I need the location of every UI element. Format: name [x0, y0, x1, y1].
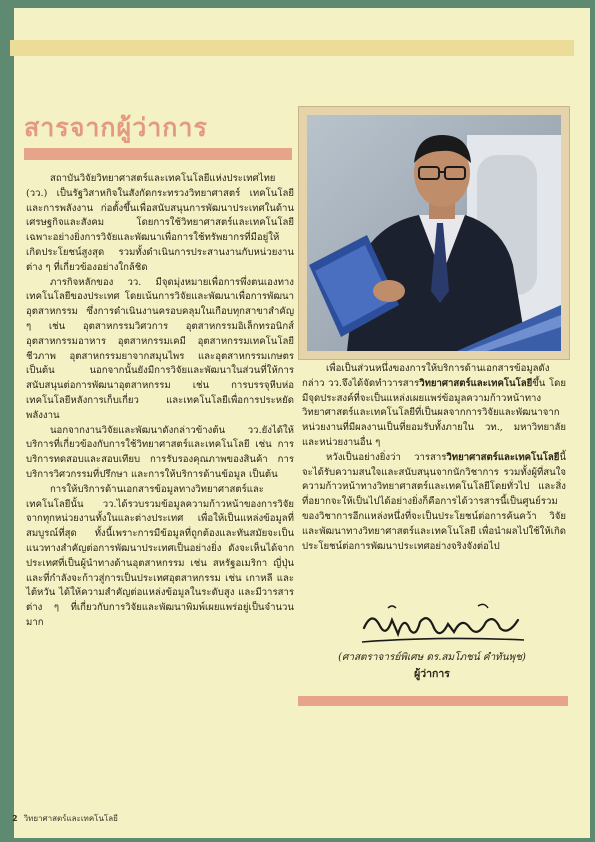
governor-photo [307, 115, 561, 351]
hope-paragraph [302, 451, 566, 555]
page-footer [12, 812, 118, 825]
services-paragraph: นอกจากงานวิจัยและพัฒนาดังกล่าวข้างต้น วว.ยังได้ให้บริการที่เกี่ยวข้องกับการใช้วิทยาศาสตร์และเทคโนโลยี เช่น การบริการทดสอบและสอบเทียบ การรับรองคุณภาพของสินค้า การบริการวิศวกรรมที่ปรึกษา และการให้บริการด้านข้อมูล เป็นต้น [26, 424, 294, 480]
intro-paragraph: สถาบันวิจัยวิทยาศาสตร์และเทคโนโลยีแห่งประเทศไทย (วว.) เป็นรัฐวิสาหกิจในสังกัดกระทรวงวิทยาศาสตร์ เทคโนโลยีและการพลังงาน ก่อตั้งขึ้นเพื่อสนับสนุนการพัฒนาประเทศในด้านเศรษฐกิจและสังคม โดยการใช้วิทยาศาสตร์และเทคโนโลยี เฉพาะอย่างยิ่งการวิจัยและพัฒนาเพื่อการใช้ทรัพยากรที่มีอยู่ให้เกิดประโยชน์สูงสุด รวมทั้งดำเนินการประสานงานกับหน่วยงานต่าง ๆ ที่เกี่ยวข้องอย่างใกล้ชิด [26, 173, 294, 273]
purpose-text-start: เพื่อเป็นส่วนหนึ่งของการให้บริการด้านเอกสารข้อมูลดังกล่าว วว.จึงได้จัดทำวารสาร [302, 363, 550, 389]
footer-journal-name: วิทยาศาสตร์และเทคโนโลยี [23, 814, 118, 823]
page-title: สารจากผู้ว่าการ [24, 113, 208, 142]
signatory-position: ผู้ว่าการ [414, 668, 450, 680]
page-number: 2 [12, 814, 18, 823]
header-band [10, 40, 574, 56]
mission-paragraph: ภารกิจหลักของ วว. มีจุดมุ่งหมายเพื่อการพึ่งตนเองทางเทคโนโลยีของประเทศ โดยเน้นการวิจัยและพัฒนาเพื่อการพัฒนาอุตสาหกรรม ซึ่งการดำเนินงานครอบคลุมในเกือบทุกสาขาสำคัญ ๆ เช่น อุตสาหกรรมวิศวการ อุตสาหกรรมอิเล็กทรอนิกส์ อุตสาหกรรมอาหาร อุตสาหกรรมเคมี อุตสาหกรรมเทคโนโลยีชีวภาพ อุตสาหกรรมยาจากสมุนไพร และอุตสาหกรรมเกษตร เป็นต้น นอกจากนั้นยังมีการวิจัยและพัฒนาในส่วนที่ให้การสนับสนุนต่อการพัฒนาอุตสาหกรรม เช่น การบรรจุหีบห่อ เทคโนโลยีหลังการเก็บเกี่ยว และเทคโนโลยีเพื่อการประหยัดพลังงาน [26, 276, 294, 421]
title-underline-bar [24, 148, 292, 160]
hope-text-rest: นี้จะได้รับความสนใจและสนับสนุนจากนักวิชาการ รวมทั้งผู้ที่สนใจความก้าวหน้าทางวิทยาศาสตร์และเทคโนโลยีโดยทั่วไป และสิ่งที่อยากจะให้เป็นไปได้อย่างยิ่งก็คือการได้วารสารนี้เป็นศูนย์รวมของวิชาการอีกแหล่งหนึ่งที่จะเป็นประโยชน์ต่อการค้นคว้า วิจัย และพัฒนาทางวิทยาศาสตร์และเทคโนโลยี เพื่อนำผลไปใช้ให้เกิดประโยชน์ต่อการพัฒนาประเทศอย่างจริงจังต่อไป [302, 451, 566, 552]
journal-name-bold: วิทยาศาสตร์และเทคโนโลยี [446, 451, 560, 463]
purpose-paragraph [302, 362, 566, 451]
journal-name-bold: วิทยาศาสตร์และเทคโนโลยี [419, 377, 533, 389]
hope-text-start: หวังเป็นอย่างยิ่งว่า วารสาร [326, 451, 447, 463]
bottom-accent-bar [298, 696, 568, 706]
left-text-column [26, 172, 294, 631]
handwritten-signature [358, 598, 528, 650]
purpose-text-rest: ขึ้น โดยมีจุดประสงค์ที่จะเป็นแหล่งเผยแพร่ข้อมูลความก้าวหน้าทางวิทยาศาสตร์และเทคโนโลยีที่เป็นผลจากการวิจัยและพัฒนาจากหน่วยงานที่มีผลงานเป็นที่ยอมรับทั้งภายใน วท., มหาวิทยาลัย และหน่วยงานอื่น ๆ [302, 377, 566, 448]
governor-photo-frame [298, 106, 570, 360]
information-paragraph: การให้บริการด้านเอกสารข้อมูลทางวิทยาศาสตร์และเทคโนโลยีนั้น วว.ได้รวบรวมข้อมูลความก้าวหน้าของการวิจัยจากทุกหน่วยงานทั้งในและต่างประเทศ เพื่อให้เป็นแหล่งข้อมูลที่สมบูรณ์ที่สุด ทั้งนี้เพราะการมีข้อมูลที่ถูกต้องและทันสมัยจะเป็นแนวทางสำคัญต่อการพัฒนาประเทศเป็นอย่างยิ่ง ดังจะเห็นได้จากประเทศที่เป็นผู้นำทางด้านอุตสาหกรรม เช่น สหรัฐอเมริกา ญี่ปุ่น และที่กำลังจะก้าวสู่การเป็นประเทศอุตสาหกรรม เช่น เกาหลี และไต้หวัน ได้ให้ความสำคัญต่อแหล่งข้อมูลในระดับสูง และมีวารสารต่าง ๆ ที่เกี่ยวกับการวิจัยและพัฒนาพิมพ์เผยแพร่อยู่เป็นจำนวนมาก [26, 483, 294, 628]
signatory-name: (ศาสตราจารย์พิเศษ ดร.สมโภชน์ คำทันพุช) [338, 652, 526, 663]
right-text-column [302, 362, 566, 554]
